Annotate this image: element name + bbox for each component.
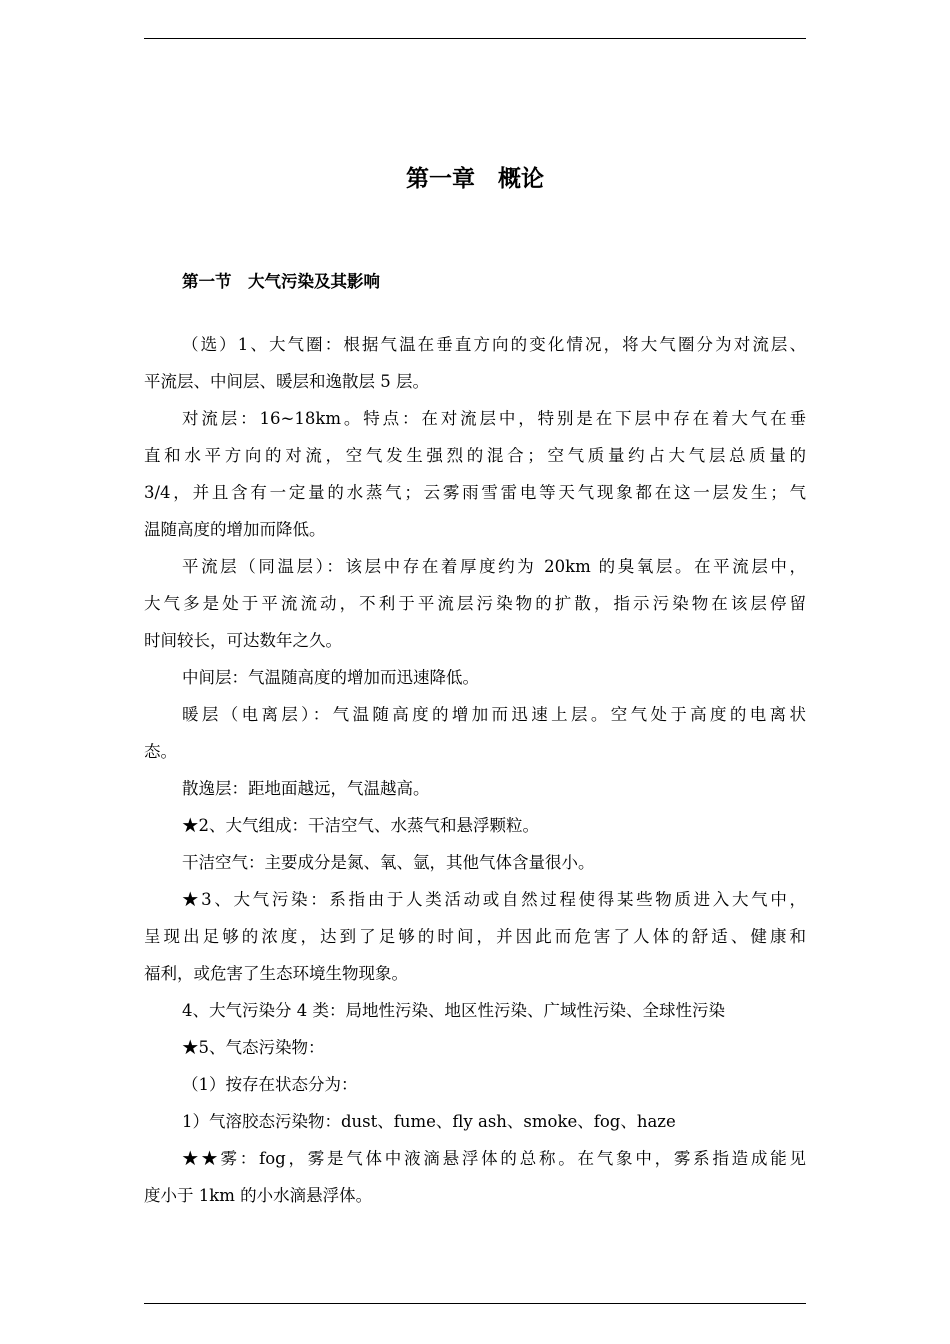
paragraph-line: 直和水平方向的对流，空气发生强烈的混合；空气质量约占大气层总质量的 — [144, 446, 806, 465]
paragraph-line: 4、大气污染分 4 类：局地性污染、地区性污染、广域性污染、全球性污染 — [182, 1001, 725, 1020]
paragraph-line: 3/4，并且含有一定量的水蒸气；云雾雨雪雷电等天气现象都在这一层发生；气 — [144, 483, 806, 502]
paragraph-line: ★★雾：fog，雾是气体中液滴悬浮体的总称。在气象中，雾系指造成能见 — [182, 1149, 806, 1168]
paragraph-line: 大气多是处于平流流动，不利于平流层污染物的扩散，指示污染物在该层停留 — [144, 594, 806, 613]
paragraph-line: （1）按存在状态分为： — [182, 1075, 358, 1094]
paragraph-line: 散逸层：距地面越远，气温越高。 — [182, 779, 430, 798]
footer-rule — [144, 1303, 806, 1304]
section-title: 第一节 大气污染及其影响 — [182, 272, 380, 291]
paragraph-line: ★3、大气污染：系指由于人类活动或自然过程使得某些物质进入大气中， — [182, 890, 806, 909]
paragraph-line: 中间层：气温随高度的增加而迅速降低。 — [182, 668, 479, 687]
paragraph-line: 暖层（电离层）：气温随高度的增加而迅速上层。空气处于高度的电离状 — [182, 705, 806, 724]
paragraph-line: 对流层：16~18km。特点：在对流层中，特别是在下层中存在着大气在垂 — [182, 409, 806, 428]
chapter-title: 第一章 概论 — [406, 166, 544, 192]
paragraph-line: 1）气溶胶态污染物：dust、fume、fly ash、smoke、fog、haze — [182, 1112, 676, 1131]
paragraph-line: 平流层、中间层、暖层和逸散层 5 层。 — [144, 372, 429, 391]
paragraph-line: 度小于 1km 的小水滴悬浮体。 — [144, 1186, 373, 1205]
header-rule — [144, 38, 806, 39]
body-text — [144, 326, 806, 1214]
paragraph-line: 平流层（同温层）：该层中存在着厚度约为 20km 的臭氧层。在平流层中， — [182, 557, 806, 576]
paragraph-line: 时间较长，可达数年之久。 — [144, 631, 342, 650]
paragraph-line: （选）1、大气圈：根据气温在垂直方向的变化情况，将大气圈分为对流层、 — [182, 335, 806, 354]
paragraph-line: 温随高度的增加而降低。 — [144, 520, 326, 539]
paragraph-line: 干洁空气：主要成分是氮、氧、氩，其他气体含量很小。 — [182, 853, 595, 872]
paragraph-line: 态。 — [144, 742, 177, 761]
paragraph-line: ★2、大气组成：干洁空气、水蒸气和悬浮颗粒。 — [182, 816, 539, 835]
paragraph-line: 福利，或危害了生态环境生物现象。 — [144, 964, 408, 983]
paragraph-line: ★5、气态污染物： — [182, 1038, 325, 1057]
paragraph-line: 呈现出足够的浓度，达到了足够的时间，并因此而危害了人体的舒适、健康和 — [144, 927, 806, 946]
